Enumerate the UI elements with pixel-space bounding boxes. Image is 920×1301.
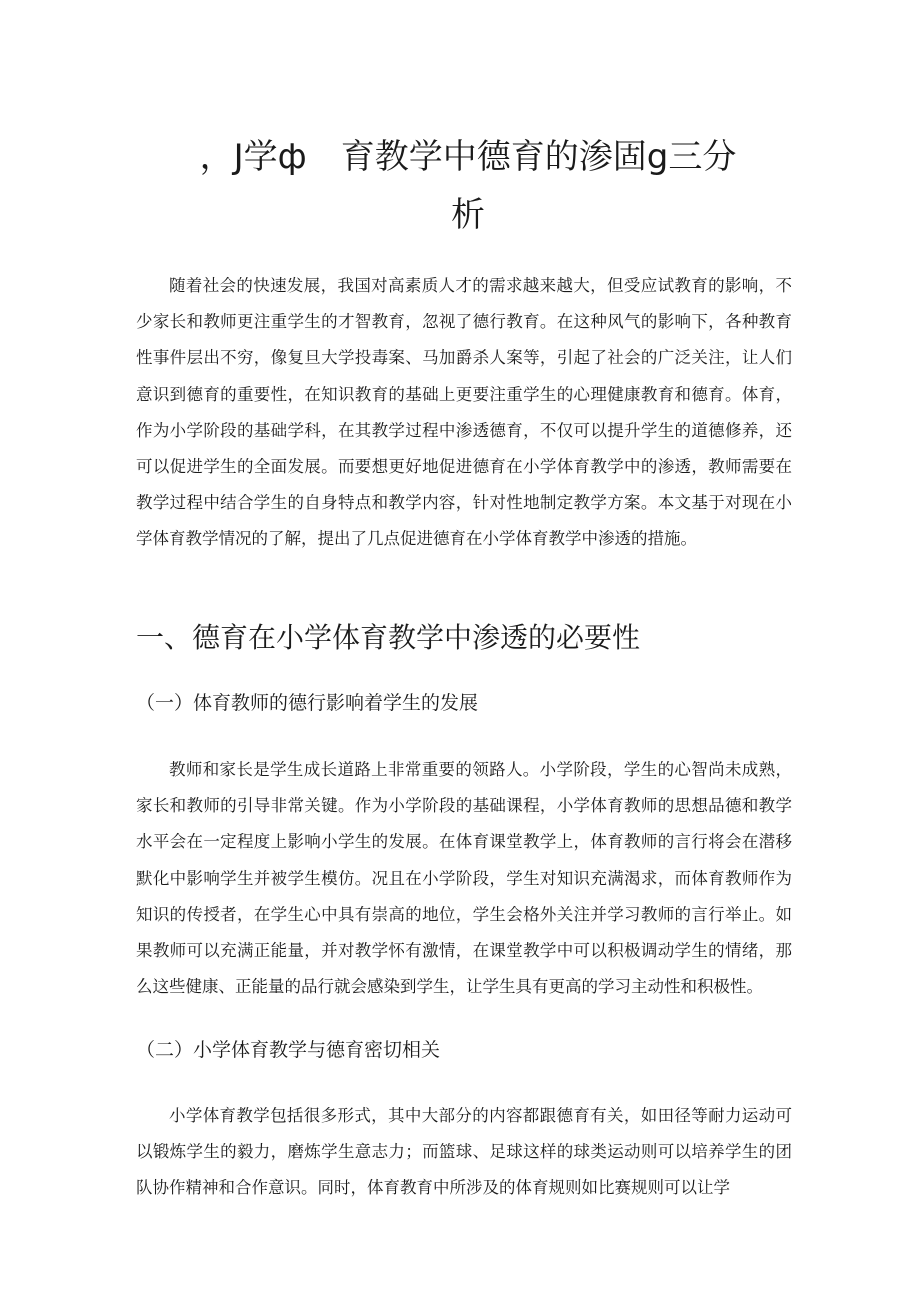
subsection-1-heading: （一）体育教师的德行影响着学生的发展	[136, 692, 479, 714]
intro-paragraph: 随着社会的快速发展，我国对高素质人才的需求越来越大，但受应试教育的影响，不少家长和教师更注重学生的才智教育，忽视了德行教育。在这种风气的影响下，各种教育性事件层出不穷，像复旦大学投毒案、马加爵杀人案等，引起了社会的广泛关注，让人们意识到德育的重要性，在知识教育的基础上更要注重学生的心理健康教育和德育。体育，作为小学阶段的基础学科，在其教学过程中渗透德育，不仅可以提升学生的道德修养，还可以促进学生的全面发展。而要想更好地促进德育在小学体育教学中的渗透，教师需要在教学过程中结合学生的自身特点和教学内容，针对性地制定教学方案。本文基于对现在小学体育教学情况的了解，提出了几点促进德育在小学体育教学中渗透的措施。	[136, 276, 792, 549]
title-line-1: ，J学ф 育教学中德育的渗固g三分	[199, 137, 737, 177]
title-line-2: 析	[451, 195, 485, 235]
document-title	[138, 128, 798, 244]
subsection-2-heading: （二）小学体育教学与德育密切相关	[136, 1039, 441, 1061]
section-1-heading: 一、德育在小学体育教学中渗透的必要性	[136, 621, 641, 654]
subsection-1-paragraph: 教师和家长是学生成长道路上非常重要的领路人。小学阶段，学生的心智尚未成熟，家长和教师的引导非常关键。作为小学阶段的基础课程，小学体育教师的思想品德和教学水平会在一定程度上影响小学生的发展。在体育课堂教学上，体育教师的言行将会在潜移默化中影响学生并被学生模仿。况且在小学阶段，学生对知识充满渴求，而体育教师作为知识的传授者，在学生心中具有崇高的地位，学生会格外关注并学习教师的言行举止。如果教师可以充满正能量，并对教学怀有激情，在课堂教学中可以积极调动学生的情绪，那么这些健康、正能量的品行就会感染到学生，让学生具有更高的学习主动性和积极性。	[136, 760, 792, 997]
subsection-2-paragraph: 小学体育教学包括很多形式，其中大部分的内容都跟德育有关，如田径等耐力运动可以锻炼学生的毅力，磨炼学生意志力；而篮球、足球这样的球类运动则可以培养学生的团队协作精神和合作意识。同时，体育教育中所涉及的体育规则如比赛规则可以让学	[136, 1106, 792, 1198]
